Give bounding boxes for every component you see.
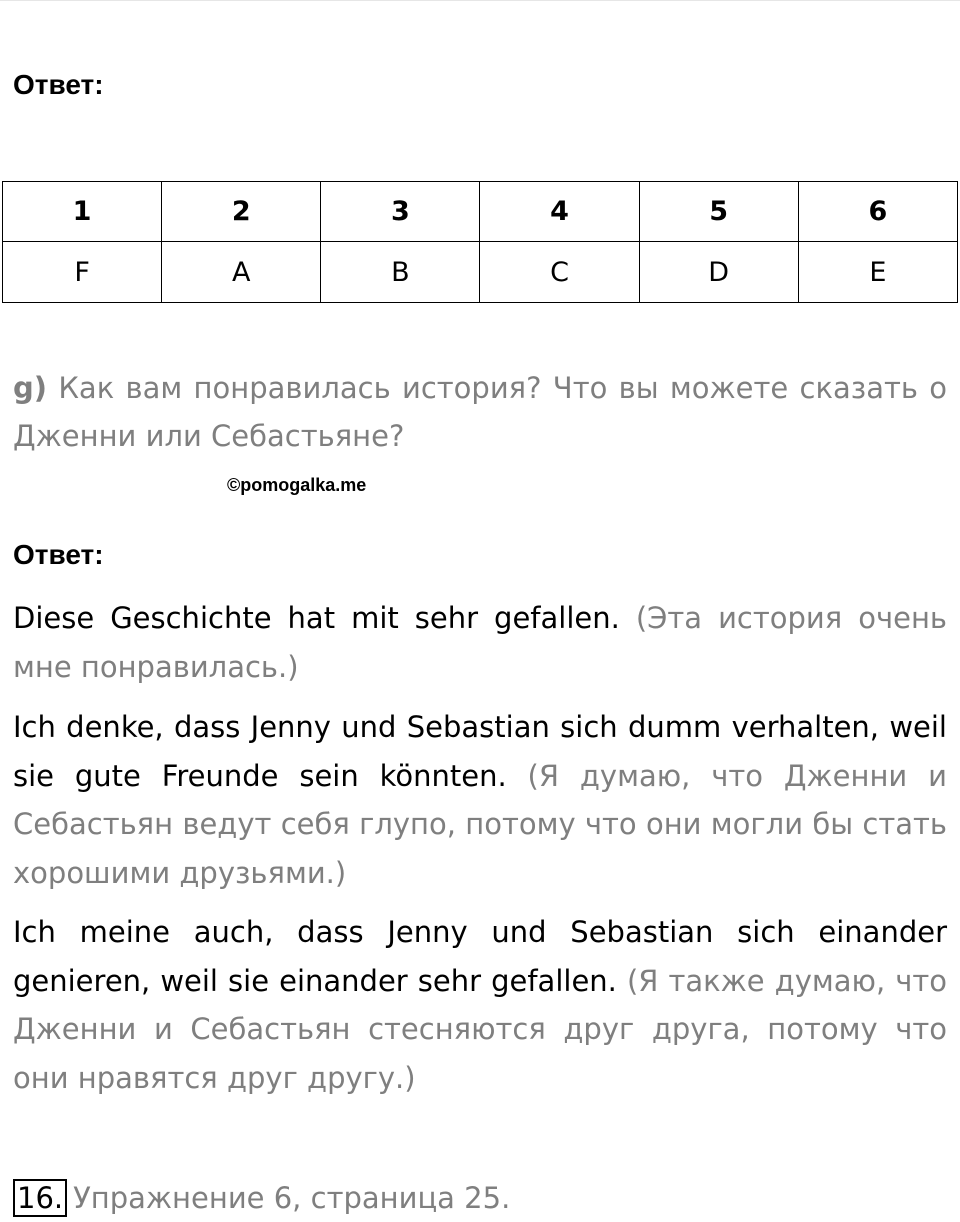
table-header-cell: 4 (480, 182, 639, 242)
table-header-cell: 3 (321, 182, 480, 242)
table-header-row (3, 182, 958, 242)
exercise-reference: Упражнение 6, страница 25. (73, 1181, 511, 1215)
table-cell: A (162, 242, 321, 303)
table-header-cell: 6 (798, 182, 957, 242)
answer-heading: Ответ: (13, 539, 104, 570)
table-header-cell: 2 (162, 182, 321, 242)
answer-paragraph (13, 703, 947, 897)
answer-table (2, 181, 958, 303)
top-divider (0, 0, 960, 1)
exercise-footer (13, 1178, 510, 1218)
question-text: Как вам понравилась история? Что вы можете сказать о Дженни или Себастьяне? (13, 371, 948, 453)
answer-heading: Ответ: (13, 69, 104, 100)
russian-translation: (Я также думаю, что Дженни и Себастьян стесняются друг друга, потому что они нравятся друг другу.) (13, 963, 948, 1095)
russian-translation: (Эта история очень мне понравилась.) (13, 601, 947, 684)
german-sentence: Diese Geschichte hat mit sehr gefallen. (13, 601, 620, 635)
table-cell: D (639, 242, 798, 303)
table-cell: F (3, 242, 162, 303)
german-sentence: Ich denke, dass Jenny und Sebastian sich dumm verhalten, weil sie gute Freunde sein könnten. (13, 710, 947, 793)
table-cell: B (321, 242, 480, 303)
table-header-cell: 1 (3, 182, 162, 242)
exercise-number: 16. (13, 1179, 67, 1217)
answer-paragraph (13, 908, 947, 1102)
german-sentence: Ich meine auch, dass Jenny und Sebastian sich einander genieren, weil sie einander sehr gefallen. (13, 915, 947, 998)
watermark: ©pomogalka.me (227, 475, 367, 495)
table-header-cell: 5 (639, 182, 798, 242)
russian-translation: (Я думаю, что Дженни и Себастьян ведут себя глупо, потому что они могли бы стать хорошими друзьями.) (13, 758, 947, 890)
question-g (13, 364, 947, 460)
answer-paragraph (13, 594, 947, 691)
question-label: g) (13, 371, 48, 405)
table-cell: E (798, 242, 957, 303)
table-cell: C (480, 242, 639, 303)
table-row (3, 242, 958, 303)
